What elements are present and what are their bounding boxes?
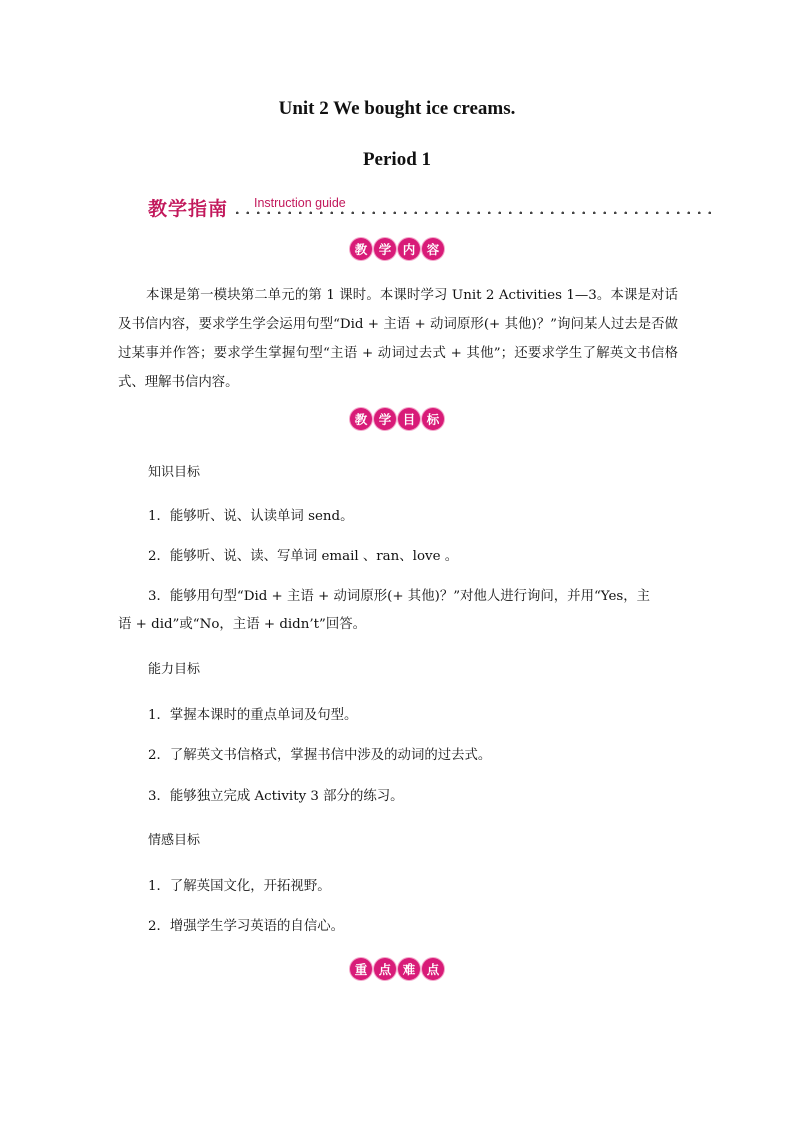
- ability-heading: 能力目标: [148, 662, 201, 677]
- badge-char: 标: [422, 408, 444, 430]
- ability-item: 2．了解英文书信格式，掌握书信中涉及的动词的过去式。: [148, 748, 492, 763]
- section-badge-content: [0, 238, 794, 260]
- badge-char: 教: [350, 238, 372, 260]
- ability-item: 1．掌握本课时的重点单词及句型。: [148, 708, 358, 723]
- knowledge-item: 3．能够用句型“Did + 主语 + 动词原形(+ 其他)？”对他人进行询问，并用“Yes，主: [148, 589, 651, 604]
- badge-char: 学: [374, 238, 396, 260]
- unit-title: Unit 2 We bought ice creams.: [278, 98, 516, 119]
- knowledge-item: 1．能够听、说、认读单词 send。: [148, 509, 354, 524]
- emotion-item: 2．增强学生学习英语的自信心。: [148, 919, 344, 934]
- badge-char: 重: [350, 958, 372, 980]
- badge-char: 目: [398, 408, 420, 430]
- ability-item: 3．能够独立完成 Activity 3 部分的练习。: [148, 789, 404, 804]
- intro-paragraph: 本课是第一模块第二单元的第 1 课时。本课时学习 Unit 2 Activities 1—3。本课是对话及书信内容，要求学生学会运用句型“Did + 主语 + 动词原形(+ 其他)？”询问某人过去是否做过某事并作答；要求学生掌握句型“主语 + 动词过去式 + 其他”；还要求学生了解英文书信格式、理解书信内容。: [118, 288, 678, 390]
- period-title: Period 1: [362, 149, 432, 170]
- guide-title-cn: 教学指南: [148, 198, 229, 220]
- badge-char: 教: [350, 408, 372, 430]
- badge-char: 内: [398, 238, 420, 260]
- badge-char: 难: [398, 958, 420, 980]
- knowledge-item: 2．能够听、说、读、写单词 email 、ran、love 。: [148, 549, 459, 564]
- emotion-heading: 情感目标: [148, 833, 201, 848]
- knowledge-heading: 知识目标: [148, 465, 201, 480]
- badge-char: 学: [374, 408, 396, 430]
- badge-char: 点: [374, 958, 396, 980]
- instruction-guide-header: [148, 194, 718, 220]
- section-badge-objectives: [0, 408, 794, 430]
- badge-char: 容: [422, 238, 444, 260]
- section-badge-keypoints: [0, 958, 794, 980]
- badge-char: 点: [422, 958, 444, 980]
- knowledge-item: 语 + did”或“No，主语 + didn’t”回答。: [118, 617, 367, 632]
- guide-title-en: Instruction guide: [254, 196, 346, 210]
- emotion-item: 1．了解英国文化，开拓视野。: [148, 879, 331, 894]
- dotted-divider: [232, 211, 712, 214]
